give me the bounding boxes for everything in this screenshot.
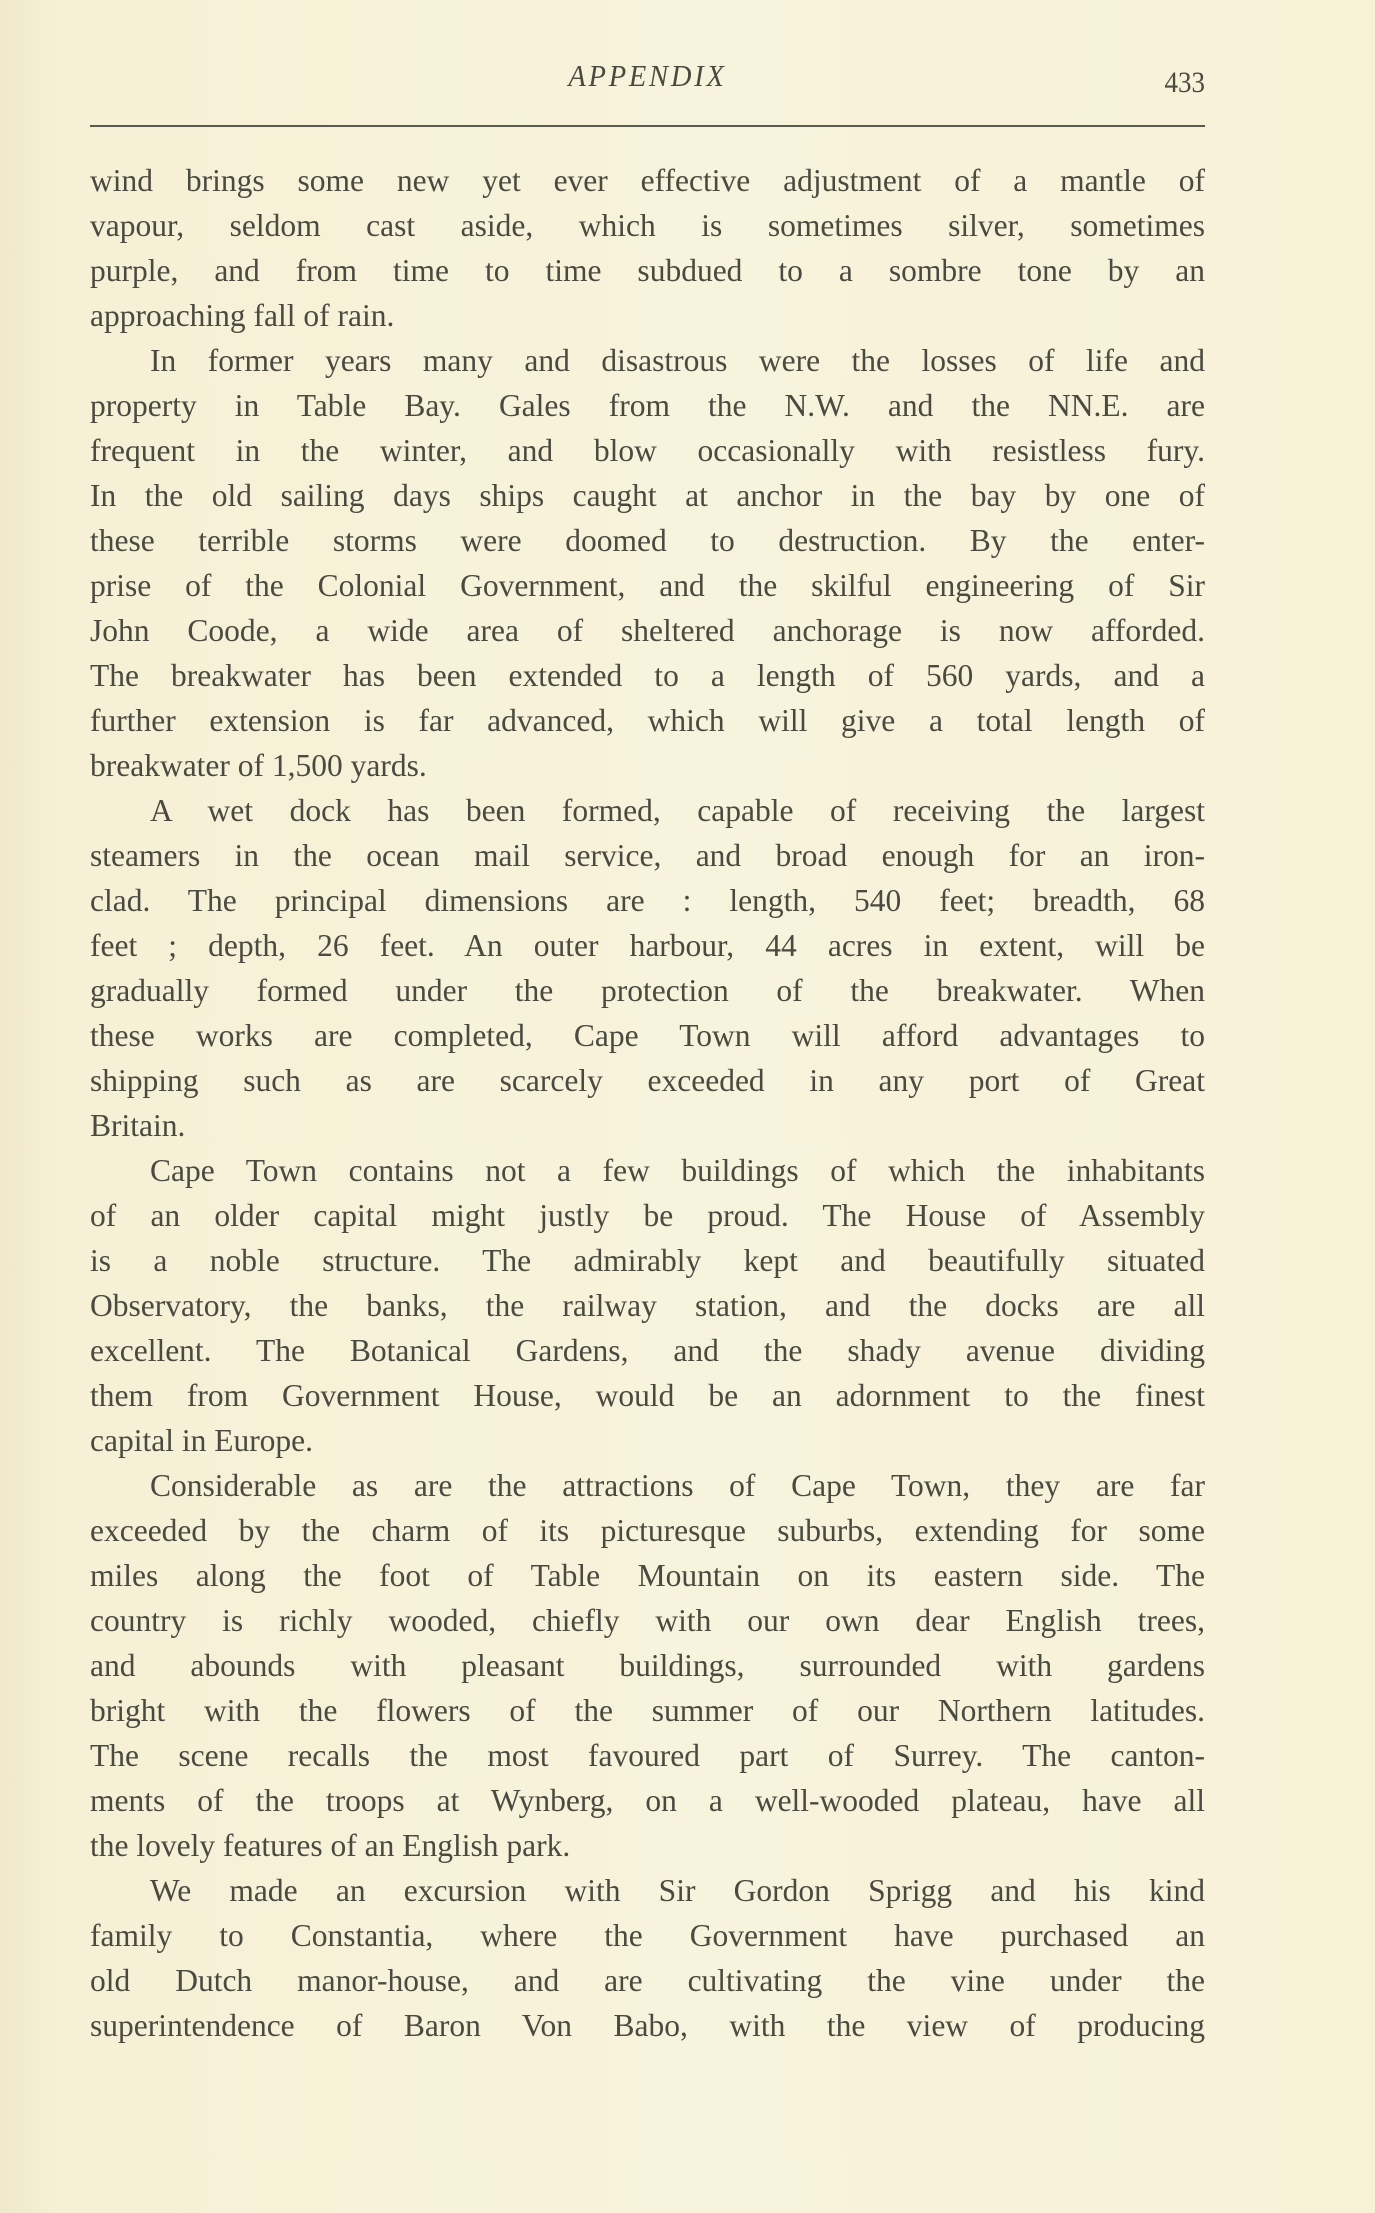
running-head: [90, 58, 1205, 108]
text-line: prise of the Colonial Government, and the skilful engineering of Sir: [90, 568, 1205, 603]
text-line: Britain.: [90, 1108, 186, 1143]
text-line: The scene recalls the most favoured part of Surrey. The canton-: [90, 1738, 1205, 1773]
text-line: old Dutch manor-house, and are cultivating the vine under the: [90, 1963, 1205, 1998]
text-line: country is richly wooded, chiefly with our own dear English trees,: [90, 1603, 1205, 1638]
text-line: John Coode, a wide area of sheltered anchorage is now afforded.: [90, 613, 1205, 648]
text-line: breakwater of 1,500 yards.: [90, 748, 427, 783]
text-line: approaching fall of rain.: [90, 298, 395, 333]
text-line: In former years many and disastrous were the losses of life and: [150, 343, 1205, 378]
text-line: further extension is far advanced, which will give a total length of: [90, 703, 1205, 738]
text-line: property in Table Bay. Gales from the N.W. and the NN.E. are: [90, 388, 1205, 423]
text-line: feet ; depth, 26 feet. An outer harbour, 44 acres in extent, will be: [90, 928, 1205, 963]
text-line: clad. The principal dimensions are : length, 540 feet; breadth, 68: [90, 883, 1205, 918]
text-line: steamers in the ocean mail service, and broad enough for an iron-: [90, 838, 1205, 873]
text-line: family to Constantia, where the Government have purchased an: [90, 1918, 1205, 1953]
text-line: ments of the troops at Wynberg, on a well-wooded plateau, have all: [90, 1783, 1205, 1818]
text-line: superintendence of Baron Von Babo, with the view of producing: [90, 2008, 1205, 2043]
text-line: wind brings some new yet ever effective adjustment of a mantle of: [90, 163, 1205, 198]
text-line: excellent. The Botanical Gardens, and the shady avenue dividing: [90, 1333, 1205, 1368]
text-line: them from Government House, would be an adornment to the finest: [90, 1378, 1205, 1413]
text-line: is a noble structure. The admirably kept and beautifully situated: [90, 1243, 1205, 1278]
text-line: Observatory, the banks, the railway station, and the docks are all: [90, 1288, 1205, 1323]
body-text: [90, 158, 1205, 2048]
text-line: Considerable as are the attractions of Cape Town, they are far: [150, 1468, 1205, 1503]
text-line: Cape Town contains not a few buildings of which the inhabitants: [150, 1153, 1205, 1188]
text-line: frequent in the winter, and blow occasionally with resistless fury.: [90, 433, 1205, 468]
text-line: In the old sailing days ships caught at anchor in the bay by one of: [90, 478, 1205, 513]
text-line: miles along the foot of Table Mountain on its eastern side. The: [90, 1558, 1205, 1593]
text-line: and abounds with pleasant buildings, surrounded with gardens: [90, 1648, 1205, 1683]
page-number: 433: [1164, 66, 1205, 99]
text-line: these terrible storms were doomed to destruction. By the enter-: [90, 523, 1205, 558]
running-title: APPENDIX: [568, 58, 727, 93]
text-line: capital in Europe.: [90, 1423, 314, 1458]
text-line: of an older capital might justly be proud. The House of Assembly: [90, 1198, 1205, 1233]
text-line: A wet dock has been formed, capable of receiving the largest: [150, 793, 1205, 828]
header-rule: [90, 125, 1205, 127]
text-line: We made an excursion with Sir Gordon Sprigg and his kind: [150, 1873, 1205, 1908]
text-line: gradually formed under the protection of the breakwater. When: [90, 973, 1205, 1008]
text-line: these works are completed, Cape Town will afford advantages to: [90, 1018, 1205, 1053]
text-line: bright with the flowers of the summer of our Northern latitudes.: [90, 1693, 1205, 1728]
text-line: purple, and from time to time subdued to a sombre tone by an: [90, 253, 1205, 288]
text-line: vapour, seldom cast aside, which is sometimes silver, sometimes: [90, 208, 1205, 243]
text-line: The breakwater has been extended to a length of 560 yards, and a: [90, 658, 1205, 693]
text-line: shipping such as are scarcely exceeded in any port of Great: [90, 1063, 1205, 1098]
text-line: the lovely features of an English park.: [90, 1828, 571, 1863]
text-line: exceeded by the charm of its picturesque suburbs, extending for some: [90, 1513, 1205, 1548]
